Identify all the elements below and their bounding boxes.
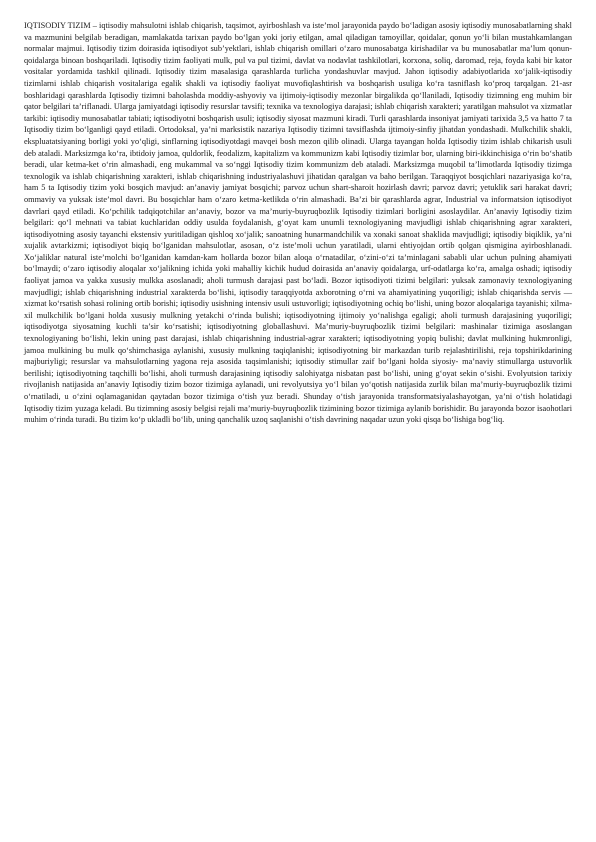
body-paragraph: IQTISODIY TIZIM – iqtisodiy mahsulotni ishlab chiqarish, taqsimot, ayirboshlash va iste’mol jarayonida paydo bo‘ladigan asosiy iqtisodiy munosabatlarning shakl va mazmunini belgilab beradigan, mamlakatda tarixan paydo bo‘lgan yoki joriy etilgan, amal qiladigan tamoyillar, qoidalar, qonun yo‘li bilan mustahkamlangan normalar majmui. Iqtisodiy tizim doirasida iqtisodiyot sub’yektlari, ishlab chiqarish omillari o‘zaro munosabatga kirishadilar va bu munosabatlar ma’lum qonun-qoidalarga binoan boshqariladi. Iqtisodiy tizim faoliyati mulk, pul va pul tizimi, davlat va nodavlat tashkilotlari, korxona, soliq, daromad, reja, foyda kabi bir kator vositalar yordamida tashkil qilinadi. Iqtisodiy tizim masalasiga qarashlarda turlicha yondashuvlar mavjud. Jahon iqtisodiy adabiyotlarida xo‘jalik-iqtisodiy tizimlarni ishlab chiqarish vositalariga egalik shakli va iqtisodiy faoliyat muvofiqlashtirish va boshqarish usuliga ko‘ra tasniflash ko‘proq tarqalgan. 21-asr boshlaridagi qarashlarda Iqtisodiy tizimni baholashda moddiy-ashyoviy va ijtimoiy-iqtisodiy mezonlar birgalikda qo‘llaniladi, Iqtisodiy tizimning eng muhim bir qator belgilari ta’riflanadi. Ularga jamiyatdagi iqtisodiy resurslar tavsifi; texnika va texnologiya darajasi; ishlab chiqarish xarakteri; yaratilgan mahsulot va xizmatlar tarkibi: iqtisodiy munosabatlar tabiati; iqtisodiyotni boshqarish usuli; iqtisodiy siyosat mazmuni kiradi. Turli qarashlarda insoniyat jamiyati tarixida 3,5 va hatto 7 ta Iqtisodiy tizim bo‘lganligi qayd etiladi. Ortodoksal, ya’ni marksistik nazariya Iqtisodiy tizimni tavsiflashda ijtimoiy-sinfiy jihatdan yondashadi. Mulkchilik shakli, ekspluatatsiyaning borligi yoki yo‘qligi, sinflarning iqtisodiyotdagi mavqei bosh mezon qilib olinadi. Ularga tayangan holda Iqtisodiy tizim ishlab chikarish usuli deb ataladi. Marksizmga ko‘ra, ibtidoiy jamoa, quldorlik, feodalizm, kapitalizm va kommunizm kabi Iqtisodiy tizimlar bor, ularning biri-ikkinchisiga o‘rin bo‘shatib beradi, ular ketma-ket o‘rin almashadi, eng mukammal va so‘nggi Iqtisodiy tizim kommunizm deb ataladi. Marksizmga muqobil ta’limotlarda Iqtisodiy tizimga texnologik va ishlab chiqarishning xarakteri, ishlab chiqarishning industriyalashuvi jihatidan qaralgan va baho berilgan. Taraqqiyot bosqichlari nazariyasiga ko‘ra, ham 5 ta Iqtisodiy tizim yoki bosqich mavjud: an’anaviy jamiyat bosqichi; parvoz uchun shart-sharoit hozirlash davri; parvoz davri; yetuklik sari harakat davri; ommaviy va yuksak iste’mol davri. Bu bosqichlar ham o‘zaro ketma-ketlikda o‘rin almashadi. Ba’zi bir qarashlarda agrar, Industrial va informatsion iqtisodiyot davrlari qayd etiladi. Ko‘pchilik tadqiqotchilar an’anaviy, bozor va ma’muriy-buyruqbozlik Iqtisodiy tizimlari borligini asoslaydilar. An’anaviy Iqtisodiy tizim belgilari: qo‘l mehnati va tabiat kuchlaridan oddiy usulda foydalanish, g‘oyat kam unumli texnologiyaning mavjudligi ishlab chiqarishning agrar xarakteri, iqtisodiyotning asosiy tayanchi ekstensiv yuritiladigan qishloq xo‘jalik; sanoatning hunarmandchilik va xonaki sanoat shaklida mavjudligi; iqtisodiy biqiklik, ya’ni xujalik avtarkizmi; iqtisodiyot biqiq bo‘lganidan mahsulotlar, asosan, o‘z iste’moli uchun yaratiladi, ularni ehtiyojdan ortib qolgan qismigina ayirboshlanadi. Xo‘jaliklar natural iste’molchi bo‘lganidan kamdan-kam hollarda bozor bilan aloqa o‘rnatadilar, o‘zini-o‘zi ta’minlagani sababli ular uchun pulning ahamiyati bo‘lmaydi; o‘zaro iqtisodiy aloqalar xo‘jalikning ichida yoki mahalliy kichik hudud doirasida an’anaviy qoidalarga, urf-odatlarga ko‘ra, amalga oshadi; iqtisodiy faoliyat jamoa va yakka xususiy mulkka asoslanadi; aholi turmush darajasi past bo‘ladi. Bozor iqtisodiyoti tizimi belgilari: yuksak zamonaviy texnologiyaning mavjudligi; ishlab chiqarishning industrial xarakterda bo‘lishi, iqtisodiy taraqqiyotda axborotning o‘rni va ahamiyatining yuqoriligi; ishlab chiqarishda servis — xizmat ko‘rsatish sohasi rolining ortib borishi; iqtisodiy usishning intensiv usuli ustuvorligi; iqtisodiyotning ochiq bo‘lishi, uning bozor aloqalariga tayanishi; xilma-xil mulkchilik bo‘lgani holda xususiy mulkning yetakchi o‘rinda bulishi; iqtisodiyotning ijtimoiy yo‘nalishga egaligi; aholi turmush darajasining yuqoriligi; iqtisodiyotga siyosatning kuchli ta’sir ko‘rsatishi; iqtisodiyotning globallashuvi. Ma’muriy-buyruqbozlik tizimi belgilari: mashinalar tizimiga asoslangan texnologiyaning bo‘lishi, lekin uning past darajasi, ishlab chiqarishning industrial-agrar xarakteri; iqtisodiyotning yopiq bulishi; davlat mulkining hukmronligi, jamoa mulkining bu mulk qo‘shimchasiga aylanishi, xususiy mulkning taqiqlanishi; iqtisodiyotning bir markazdan turib rejalashtirilishi, reja topshirikdarining majburiyligi; resurslar va mahsulotlarning yagona reja asosida taqsimlanishi; iqtisodiy stimullar zaif bo‘lgani holda siyosiy- ma’naviy stimullarga ustuvorlik berilishi; iqtisodiyotning taqchilli bo‘lishi, aholi turmush darajasining iqtisodiy salohiyatga nisbatan past bo‘lishi, uning g‘oyat sekin o‘sishi. Evolyutsion tarixiy rivojlanish natijasida an’anaviy Iqtisodiy tizim bozor tizimiga aylanadi, uni revolyutsiya yo‘l bilan yo‘qotish natijasida zurlik bilan ma’muriy-buyruqbozlik tizimi o‘rnatiladi, u o‘zini oqlamaganidan qaytadan bozor tizimiga o‘tish yuz beradi. Shunday o‘tish jarayonida transformatsiyalashayotgan, ya’ni o‘tish holatidagi Iqtisodiy tizim yuzaga keladi. Bu tizimning asosiy belgisi rejali ma’muriy-buyruqbozlik tizimining bozor tizimiga aylanib borishidir. Bu jarayonda bozor isaohotlari muhim o‘rinda turadi. Bu tizim ko‘p ukladli bo‘lib, uning qanchalik uzoq saqlanishi o‘tish davrining naqadar uzun yoki qisqa bo‘lishiga bog‘liq. <box>24 21 572 425</box>
document-page <box>24 20 572 426</box>
